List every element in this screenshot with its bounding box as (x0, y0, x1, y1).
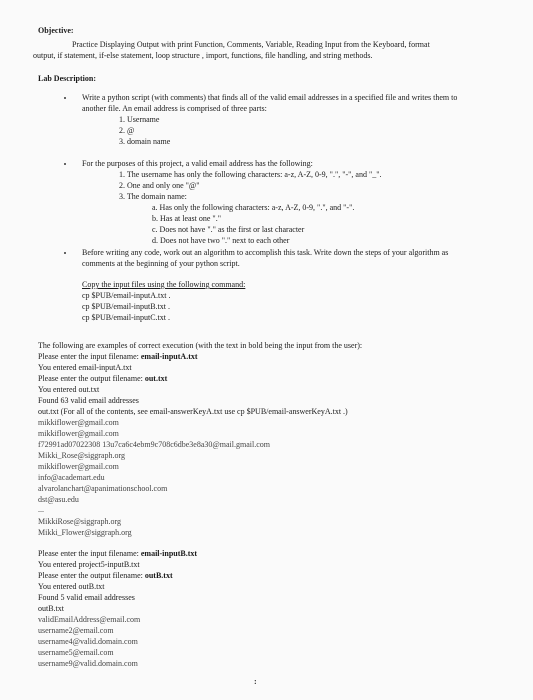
run-b-result-4: username5@email.com (38, 648, 114, 657)
run-a-ellipsis: ... (38, 505, 44, 514)
run-a-result-5: mikkiflower@gmail.com (38, 462, 119, 471)
part-1: 1. Username (119, 115, 160, 124)
run-b-input-prompt: Please enter the input filename: email-inputB.txt (38, 549, 198, 558)
bullet-1 (64, 97, 66, 99)
rule-2: 2. One and only one "@" (119, 181, 200, 190)
subrule-a: a. Has only the following characters: a-z, A-Z, 0-9, ".", and "-". (152, 203, 355, 212)
bullet-3-line-1: Before writing any code, work out an algorithm to accomplish this task. Write down the steps of your algorithm as (82, 248, 449, 257)
rule-3: 3. The domain name: (119, 192, 187, 201)
rule-1: 1. The username has only the following characters: a-z, A-Z, 0-9, ".", "-", and "_". (119, 170, 382, 179)
part-3: 3. domain name (119, 137, 171, 146)
run-b-result-2: username2@email.com (38, 626, 114, 635)
run-b-output-prompt: Please enter the output filename: outB.txt (38, 571, 173, 580)
run-a-found: Found 63 valid email addresses (38, 396, 139, 405)
bullet-1-line-1: Write a python script (with comments) that finds all of the valid email addresses in a specified file and writes them to (82, 93, 458, 102)
run-b-found: Found 5 valid email addresses (38, 593, 135, 602)
subrule-d: d. Does not have two "." next to each other (152, 236, 290, 245)
run-b-result-3: username4@valid.domain.com (38, 637, 138, 646)
bullet-3-line-2: comments at the beginning of your python script. (82, 259, 240, 268)
run-a-result-8: dst@asu.edu (38, 495, 79, 504)
run-a-result-4: Mikki_Rose@siggraph.org (38, 451, 125, 460)
objective-heading: Objective: (38, 26, 74, 35)
run-b-result-1: validEmailAddress@email.com (38, 615, 141, 624)
run-a-result-10: Mikki_Flower@siggraph.org (38, 528, 132, 537)
copy-heading: Copy the input files using the following command: (82, 280, 246, 289)
run-a-result-2: mikkiflower@gmail.com (38, 429, 119, 438)
objective-line-2: output, if statement, if-else statement, loop structure , import, functions, file handling, and string methods. (33, 51, 373, 60)
trailing-dots: : (254, 677, 257, 686)
run-b-output-value: outB.txt (144, 571, 173, 580)
run-a-out-note: out.txt (For all of the contents, see email-answerKeyA.txt use cp $PUB/email-answerKeyA.txt .) (38, 407, 348, 416)
run-a-entered-input: You entered email-inputA.txt (38, 363, 132, 372)
run-a-input-value: email-inputA.txt (140, 352, 198, 361)
run-a-output-value: out.txt (144, 374, 168, 383)
bullet-3 (64, 252, 66, 254)
run-b-input-value: email-inputB.txt (140, 549, 198, 558)
run-a-result-6: info@academart.edu (38, 473, 105, 482)
bullet-2-line-1: For the purposes of this project, a valid email address has the following: (82, 159, 313, 168)
lab-description-heading: Lab Description: (38, 74, 96, 83)
examples-intro: The following are examples of correct execution (with the text in bold being the input from the user): (38, 341, 363, 350)
copy-cmd-b: cp $PUB/email-inputB.txt . (82, 302, 170, 311)
run-b-entered-output: You entered outB.txt (38, 582, 105, 591)
bullet-2 (64, 163, 66, 165)
run-a-result-9: MikkiRose@siggraph.org (38, 517, 121, 526)
run-b-entered-input: You entered project5-inputB.txt (38, 560, 140, 569)
subrule-c: c. Does not have "." as the first or last character (152, 225, 305, 234)
bullet-1-line-2: another file. An email address is comprised of three parts: (82, 104, 267, 113)
run-b-result-5: username9@valid.domain.com (38, 659, 138, 668)
run-a-result-3: f72991ad07022308 13u7ca6c4ebm9c708c6dbe3e8a30@mail.gmail.com (38, 440, 270, 449)
run-a-result-1: mikkiflower@gmail.com (38, 418, 119, 427)
run-b-outfile: outB.txt (38, 604, 65, 613)
run-a-output-prompt: Please enter the output filename: out.txt (38, 374, 168, 383)
run-a-result-7: alvarolanchart@apanimationschool.com (38, 484, 168, 493)
run-a-input-prompt: Please enter the input filename: email-inputA.txt (38, 352, 198, 361)
copy-cmd-c: cp $PUB/email-inputC.txt . (82, 313, 170, 322)
copy-cmd-a: cp $PUB/email-inputA.txt . (82, 291, 171, 300)
subrule-b: b. Has at least one "." (152, 214, 221, 223)
objective-line-1: Practice Displaying Output with print Function, Comments, Variable, Reading Input from the Keyboard, format (72, 40, 430, 49)
run-a-entered-output: You entered out.txt (38, 385, 100, 394)
part-2: 2. @ (119, 126, 135, 135)
